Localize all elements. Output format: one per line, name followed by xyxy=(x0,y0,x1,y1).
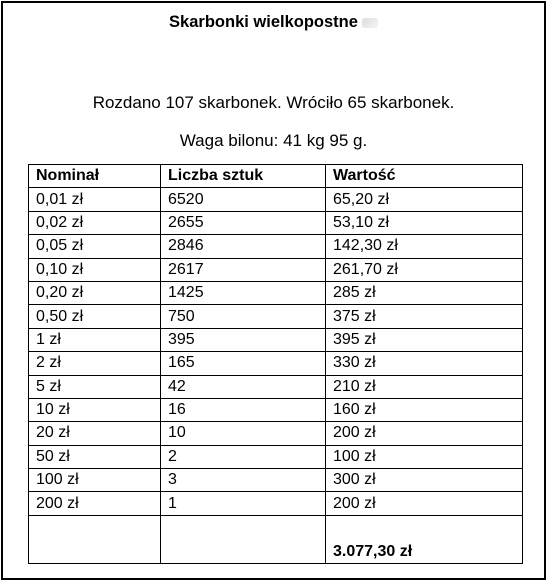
cell-value: 330 zł xyxy=(326,352,523,375)
cell-count: 165 xyxy=(161,352,326,375)
table-row xyxy=(29,188,523,211)
header-denomination: Nominał xyxy=(29,165,161,188)
header-value: Wartość xyxy=(326,165,523,188)
coin-table xyxy=(28,164,523,564)
cell-count: 6520 xyxy=(161,188,326,211)
cell-denomination: 50 zł xyxy=(29,445,161,468)
table-row xyxy=(29,258,523,281)
cell-denomination: 0,20 zł xyxy=(29,281,161,304)
document-page xyxy=(1,1,546,580)
cell-denomination: 1 zł xyxy=(29,328,161,351)
table-body xyxy=(29,188,523,563)
table-row xyxy=(29,375,523,398)
coin-weight-text: Waga bilonu: 41 kg 95 g. xyxy=(179,131,368,150)
table-row xyxy=(29,328,523,351)
cell-count: 395 xyxy=(161,328,326,351)
cell-denomination: 10 zł xyxy=(29,398,161,421)
cell-denomination: 0,50 zł xyxy=(29,305,161,328)
cell-count: 1 xyxy=(161,492,326,515)
cell-denomination: 20 zł xyxy=(29,422,161,445)
cell-value: 300 zł xyxy=(326,469,523,492)
cell-denomination: 0,05 zł xyxy=(29,235,161,258)
cell-value: 261,70 zł xyxy=(326,258,523,281)
table-row xyxy=(29,352,523,375)
cell-value: 375 zł xyxy=(326,305,523,328)
cell-count: 3 xyxy=(161,469,326,492)
table-header-row xyxy=(29,165,523,188)
cell-value: 200 zł xyxy=(326,492,523,515)
cell-count: 2617 xyxy=(161,258,326,281)
cell-value: 100 zł xyxy=(326,445,523,468)
cell-value: 160 zł xyxy=(326,398,523,421)
cell-value: 65,20 zł xyxy=(326,188,523,211)
cell-value: 53,10 zł xyxy=(326,211,523,234)
cell-count: 750 xyxy=(161,305,326,328)
table-row xyxy=(29,445,523,468)
total-row xyxy=(29,515,523,563)
summary-text: Rozdano 107 skarbonek. Wróciło 65 skarbonek. xyxy=(92,93,455,112)
table-row xyxy=(29,305,523,328)
cell-value: 142,30 zł xyxy=(326,235,523,258)
cell-denomination: 0,02 zł xyxy=(29,211,161,234)
cell-value: 395 zł xyxy=(326,328,523,351)
cell-count: 10 xyxy=(161,422,326,445)
total-value: 3.077,30 zł xyxy=(326,515,523,563)
cell-denomination: 5 zł xyxy=(29,375,161,398)
total-empty-cell xyxy=(161,515,326,563)
cell-value: 200 zł xyxy=(326,422,523,445)
table-row xyxy=(29,422,523,445)
document-title xyxy=(3,13,544,32)
cell-count: 16 xyxy=(161,398,326,421)
table-row xyxy=(29,469,523,492)
cell-denomination: 100 zł xyxy=(29,469,161,492)
cell-count: 2846 xyxy=(161,235,326,258)
cell-value: 285 zł xyxy=(326,281,523,304)
table-row xyxy=(29,492,523,515)
total-empty-cell xyxy=(29,515,161,563)
title-text: Skarbonki wielkopostne xyxy=(169,13,358,31)
table-row xyxy=(29,281,523,304)
cell-count: 42 xyxy=(161,375,326,398)
table-row xyxy=(29,211,523,234)
cell-count: 2655 xyxy=(161,211,326,234)
cell-denomination: 2 zł xyxy=(29,352,161,375)
cell-denomination: 200 zł xyxy=(29,492,161,515)
cell-denomination: 0,01 zł xyxy=(29,188,161,211)
cell-count: 2 xyxy=(161,445,326,468)
cell-value: 210 zł xyxy=(326,375,523,398)
table-row xyxy=(29,235,523,258)
header-count: Liczba sztuk xyxy=(161,165,326,188)
table-row xyxy=(29,398,523,421)
cell-count: 1425 xyxy=(161,281,326,304)
cell-denomination: 0,10 zł xyxy=(29,258,161,281)
decorative-image-icon xyxy=(362,18,378,28)
